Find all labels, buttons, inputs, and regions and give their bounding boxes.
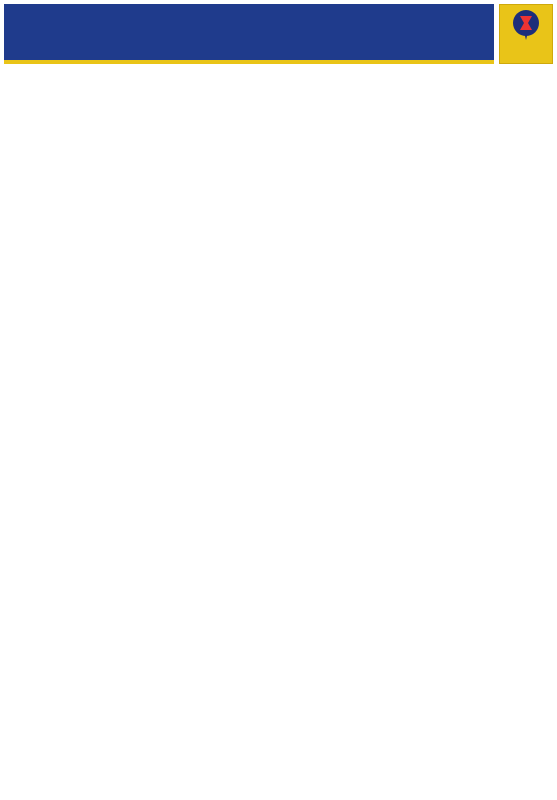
festival-logo	[499, 4, 553, 64]
logo-icon	[511, 8, 541, 42]
title-banner	[4, 4, 494, 64]
header	[0, 0, 557, 66]
